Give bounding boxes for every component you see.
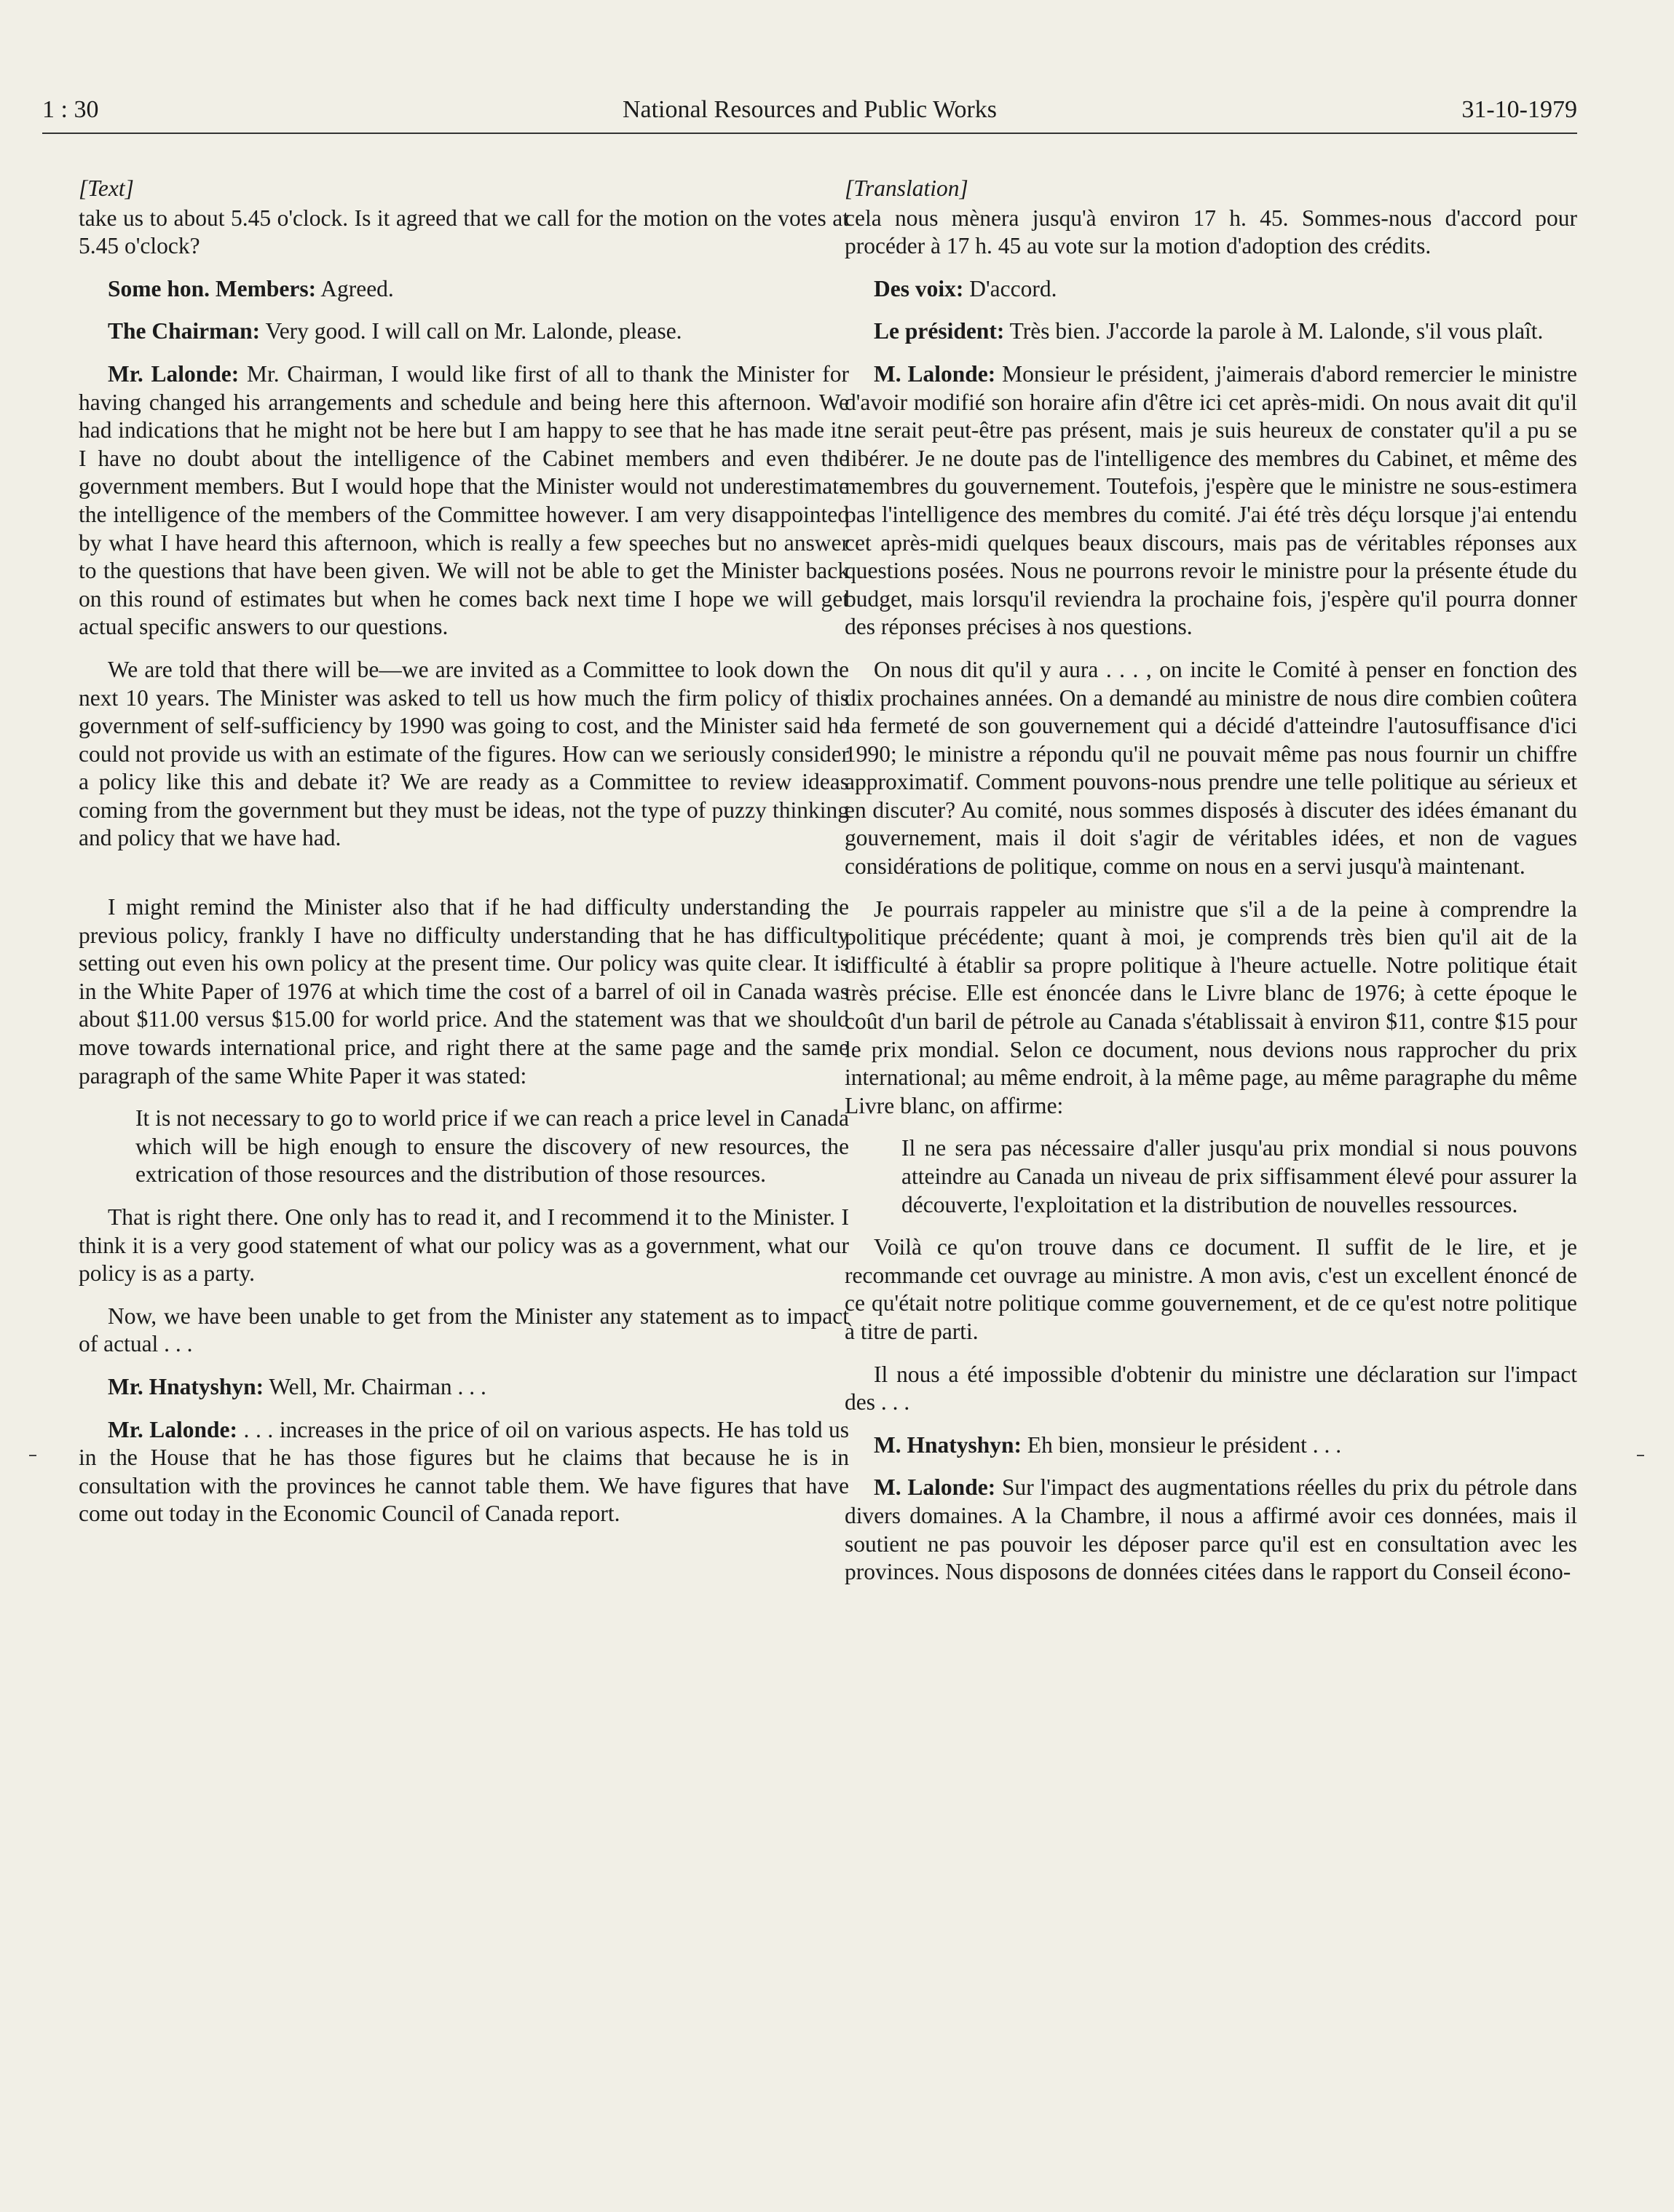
paragraph: Il nous a été impossible d'obtenir du ministre une déclaration sur l'impact des . . .: [845, 1361, 1577, 1415]
paragraph: M. Lalonde: Sur l'impact des augmentations réelles du prix du pétrole dans divers domaines. A la Chambre, il nous a affirmé avoir ces données, mais il soutient ne pas pouvoir les déposer parce qu'il est en consultation avec les provinces. Nous disposons de données citées dans le rapport du Conseil écono-: [845, 1474, 1577, 1585]
paragraph: Mr. Lalonde: . . . increases in the price of oil on various aspects. He has told us in the House that he has those figures but he claims that because he is in consultation with the provinces he cannot table them. We have figures that have come out today in the Economic Council of Canada report.: [79, 1416, 849, 1527]
speaker-name: The Chairman:: [108, 318, 261, 344]
margin-mark: [1637, 1455, 1644, 1456]
speaker-name: M. Lalonde:: [874, 1474, 996, 1501]
paragraph: Mr. Hnatyshyn: Well, Mr. Chairman . . .: [108, 1373, 486, 1399]
paragraph: I might remind the Minister also that if he had difficulty understanding the previous policy, frankly I have no difficulty understanding that he has difficulty setting out even his own policy at the present time. Our policy was quite clear. It is in the White Paper of 1976 at which time the cost of a barrel of oil in Canada was about $11.00 versus $15.00 for world price. And the statement was that we should move towards international price, and right there at the same page and the same paragraph of the same White Paper it was stated:: [79, 894, 849, 1089]
paragraph: Mr. Lalonde: Mr. Chairman, I would like first of all to thank the Minister for having changed his arrangements and schedule and being here this afternoon. We had indications that he might not be here but I am happy to see that he has made it. I have no doubt about the intelligence of the Cabinet members and even the government members. But I would hope that the Minister would not underestimate the intelligence of the members of the Committee however. I am very disappointed by what I have heard this afternoon, which is really a few speeches but no answer to the questions that have been given. We will not be able to get the Minister back on this round of estimates but when he comes back next time I hope we will get actual specific answers to our questions.: [79, 360, 850, 640]
paragraph: The Chairman: Very good. I will call on Mr. Lalonde, please.: [108, 318, 682, 344]
paragraph: We are told that there will be—we are invited as a Committee to look down the next 10 years. The Minister was asked to tell us how much the firm policy of this government of self-sufficiency by 1990 was going to cost, and the Minister said he could not provide us with an estimate of the figures. How can we seriously consider a policy like this and debate it? We are ready as a Committee to review ideas coming from the government but they must be ideas, not the type of puzzy thinking and policy that we have had.: [79, 656, 849, 851]
running-header: [42, 95, 1577, 134]
publication-title: National Resources and Public Works: [622, 96, 998, 123]
speaker-name: Mr. Lalonde:: [108, 1416, 238, 1442]
paragraph: Le président: Très bien. J'accorde la parole à M. Lalonde, s'il vous plaît.: [874, 318, 1544, 344]
block-quote: Il ne sera pas nécessaire d'aller jusqu'au prix mondial si nous pouvons atteindre au Canada un niveau de prix siffisamment élevé pour assurer la découverte, l'exploitation et la distribution de nouvelles ressources.: [901, 1135, 1577, 1217]
speaker-name: Le président:: [874, 318, 1005, 344]
speaker-name: M. Lalonde:: [874, 360, 996, 387]
paragraph: take us to about 5.45 o'clock. Is it agreed that we call for the motion on the votes at 5.45 o'clock?: [79, 205, 849, 259]
block-quote: It is not necessary to go to world price if we can reach a price level in Canada which will be high enough to ensure the discovery of new resources, the extrication of those resources and the distribution of those resources.: [135, 1105, 849, 1188]
speaker-name: Some hon. Members:: [108, 275, 317, 301]
paragraph: Des voix: D'accord.: [874, 275, 1057, 301]
paragraph: cela nous mènera jusqu'à environ 17 h. 45. Sommes-nous d'accord pour procéder à 17 h. 45 au vote sur la motion d'adoption des crédits.: [845, 205, 1577, 259]
paragraph: On nous dit qu'il y aura . . . , on incite le Comité à penser en fonction des dix prochaines années. On a demandé au ministre de nous dire combien coûtera la fermeté de son gouvernement qui a décidé d'atteindre l'autosuffisance d'ici 1990; le ministre a répondu qu'il ne pouvait même pas nous fournir un chiffre approximatif. Comment pouvons-nous prendre une telle politique au sérieux et en discuter? Au comité, nous sommes disposés à discuter des idées émanant du gouvernement, mais il doit s'agir de véritables idées, et non de vagues considérations de politique, comme on nous en a servi jusqu'à maintenant.: [845, 656, 1577, 880]
paragraph: M. Hnatyshyn: Eh bien, monsieur le président . . .: [874, 1431, 1342, 1458]
speaker-name: M. Hnatyshyn:: [874, 1431, 1022, 1458]
paragraph: That is right there. One only has to read it, and I recommend it to the Minister. I think it is a very good statement of what our policy was as a government, what our policy is as a party.: [79, 1204, 849, 1287]
paragraph: Voilà ce qu'on trouve dans ce document. Il suffit de le lire, et je recommande cet ouvrage au ministre. A mon avis, c'est un excellent énoncé de ce qu'était notre politique comme gouvernement, et de ce qu'est notre politique à titre de parti.: [845, 1234, 1577, 1344]
translation-label: [Translation]: [845, 175, 968, 201]
speaker-name: Mr. Hnatyshyn:: [108, 1373, 264, 1399]
paragraph: Now, we have been unable to get from the Minister any statement as to impact of actual . . .: [79, 1303, 849, 1357]
paragraph: Some hon. Members: Agreed.: [108, 275, 394, 301]
english-column: [79, 175, 849, 1528]
french-column: [845, 175, 1577, 1587]
speaker-name: Des voix:: [874, 275, 964, 301]
paragraph: M. Lalonde: Monsieur le président, j'aimerais d'abord remercier le ministre d'avoir modifié son horaire afin d'être ici cet après-midi. On nous avait dit qu'il ne serait peut-être pas présent, mais je suis heureux de constater qu'il a pu se libérer. Je ne doute pas de l'intelligence des membres du Cabinet, et même des membres du gouvernement. Toutefois, j'espère que le ministre ne sous-estimera pas l'intelligence des membres du comité. J'ai été très déçu lorsque j'ai entendu cet après-midi quelques beaux discours, mais pas de véritables réponses aux questions posées. Nous ne pourrons revoir le ministre pour la présente étude du budget, mais lorsqu'il reviendra la prochaine fois, j'espère qu'il pourra donner des réponses précises à nos questions.: [845, 360, 1577, 640]
text-label: [Text]: [79, 175, 134, 201]
header-date: 31-10-1979: [1461, 96, 1577, 123]
margin-mark: [29, 1455, 36, 1456]
speaker-name: Mr. Lalonde:: [108, 360, 240, 387]
paragraph: Je pourrais rappeler au ministre que s'il a de la peine à comprendre la politique précédente; quant à moi, je comprends très bien qu'il ait de la difficulté à établir sa propre politique à l'heure actuelle. Notre politique était très précise. Elle est énoncée dans le Livre blanc de 1976; à cette époque le coût d'un baril de pétrole au Canada s'établissait à environ $11, contre $15 pour le prix mondial. Selon ce document, nous devions nous rapprocher du prix international; au même endroit, à la même page, au même paragraphe du même Livre blanc, on affirme:: [845, 896, 1577, 1118]
page-number: 1 : 30: [42, 96, 99, 123]
